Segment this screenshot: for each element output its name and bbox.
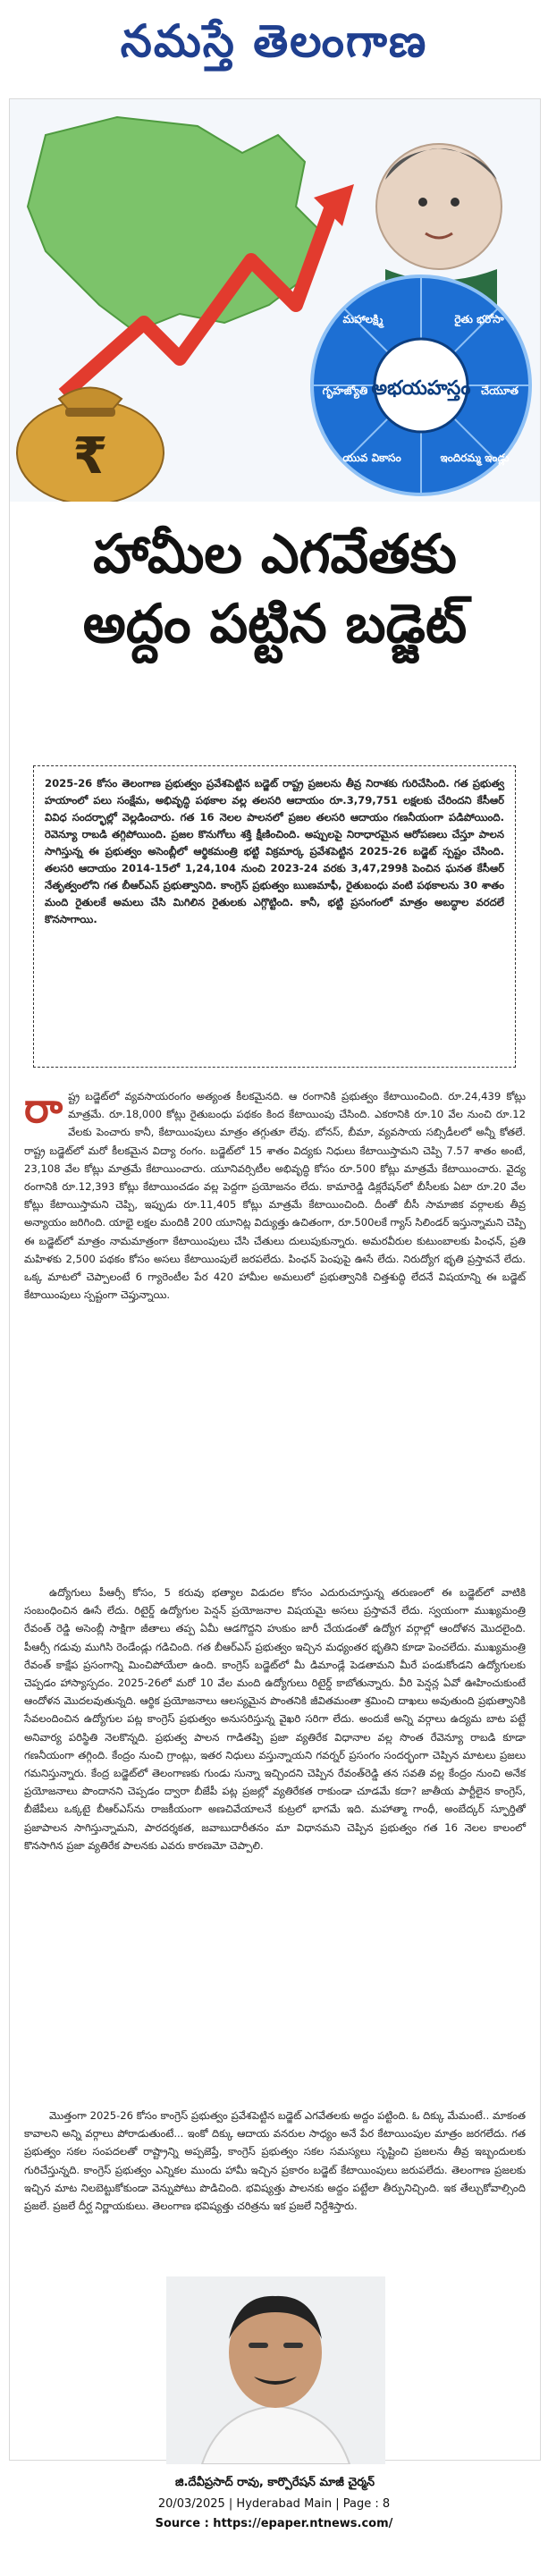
intro-box: 2025-26 కోసం తెలంగాణ ప్రభుత్వం ప్రవేశపెట్టిన బడ్జెట్ రాష్ట్ర ప్రజలను తీవ్ర నిరాశకు గురిచేసింది. గత ప్రభుత్వ హయాంలో పలు సంక్షేమ, అభివృద్ధి పథకాల వల్ల తలసరి ఆదాయం రూ.3,79,751 లక్షలకు చేరిందని కేసీఆర్ వివిధ సందర్భాల్లో వెల్లడించారు. గత 16 నెలల పాలనలో ప్రజల తలసరి ఆదాయం గణనీయంగా పడిపోయింది. రెవెన్యూ రాబడి తగ్గిపోయింది. ప్రజల కొనుగోలు శక్తి క్షీణించింది. అప్పులపై నిరాధారమైన ఆరోపణలు చేస్తూ పాలన సాగిస్తున్న ఈ ప్రభుత్వం అసెంబ్లీలో ఆర్థికమంత్రి భట్టి విక్రమార్క ప్రవేశపెట్టిన 2025-26 బడ్జెట్ స్పష్టం చేసింది. తలసరి ఆదాయం 2014-15లో 1,24,104 నుంచి 2023-24 వరకు 3,47,299కి పెంచిన ఘనత కేసీఆర్ నేతృత్వంలోని గత బీఆర్ఎస్ ప్రభుత్వానిది. కాంగ్రెస్ ప్రభుత్వం ఋణమాఫీ, రైతుబంధు వంటి పథకాలను 30 శాతం మంది రైతులకే అమలు చేసి మిగిలిన రైతులకు ఎగ్గొట్టింది. కానీ, భట్టి ప్రసంగంలో మాత్రం అబద్ధాల వరదలే కొనసాగాయి. <box>33 765 516 1068</box>
author-portrait-icon <box>166 2276 385 2464</box>
body-paragraph-2 <box>24 1584 526 1854</box>
newspaper-logo: నమస్తే తెలంగాణ <box>120 14 428 67</box>
scheme-label-raithu-bharosa: రైతు భరోసా <box>454 313 504 325</box>
article-clipping <box>9 98 541 2489</box>
paragraph-1-text: ష్ట్ర బడ్జెట్‌లో వ్యవసాయరంగం అత్యంత కీలకమైనది. ఆ రంగానికి ప్రభుత్వం కేటాయించింది. రూ.24,439 కోట్లు మాత్రమే. రూ.18,000 కోట్లు రైతుబంధు పథకం కింద కేటాయింపు చేసింది. ఎకరానికి రూ.10 వేల నుంచి రూ.12 వేలకు పెంచారు కానీ, కేటాయింపులు మాత్రం తగ్గుతూ లేవు. బోనస్, బీమా, వ్యవసాయ సబ్సిడీలలో అన్నీ కోతలే. రాష్ట్ర బడ్జెట్‌లో మరో కీలకమైన విద్యా రంగం. బడ్జెట్‌లో 15 శాతం విద్యకు నిధులు కేటాయిస్తామని చెప్పి 7.57 శాతం అంటే, 23,108 వేల కోట్లు మాత్రమే కేటాయించారు. యూనివర్సిటీల అభివృద్ధి కోసం రూ.500 కోట్లు మాత్రమే కేటాయించారు. వైద్య రంగానికి రూ.12,393 కోట్లు కేటాయించడం వల్ల పెద్దగా ప్రయోజనం లేదు. కామారెడ్డి డిక్లరేషన్‌లో బీసీలకు ఏటా రూ.20 వేల కోట్లు కేటాయిస్తామని చెప్పి, ఇప్పుడు రూ.11,405 కోట్లు మాత్రమే కేటాయించింది. దీంతో బీసీ సామాజిక వర్గాలకు తీవ్ర అన్యాయం జరిగింది. యాభై లక్షల మందికి 200 యూనిట్ల విద్యుత్తు ఉచితంగా, రూ.500లకే గ్యాస్ సిలిండర్ ఇస్తున్నామని చెప్పి ఈ బడ్జెట్‌లో మాత్రం నామమాత్రంగా కేటాయింపులు చేసి చేతులు దులుపుకున్నారు. అమరవీరుల కుటుంబాలకు పింఛన్, ప్రతి మహిళకు 2,500 పథకం కోసం అసలు కేటాయింపులే జరపలేదు. పింఛన్ పెంపుపై ఊసే లేదు. నిరుద్యోగ భృతి ప్రస్తావనే లేదు. ఒక్క మాటలో చెప్పాలంటే 6 గ్యారెంటీల పేర 420 హామీల అమలులో ప్రభుత్వానికి చిత్తశుద్ధి లేదనే విషయాన్ని ఈ బడ్జెట్ కేటాయింపులు స్పష్టంగా చెప్తున్నాయి. <box>24 1090 526 1302</box>
body-paragraph-3 <box>24 2107 526 2215</box>
body-paragraph-1 <box>24 1084 526 1304</box>
paragraph-3-text: మొత్తంగా 2025-26 కోసం కాంగ్రెస్ ప్రభుత్వం ప్రవేశపెట్టిన బడ్జెట్ ఎగవేతలకు అద్దం పట్టింది. ఓ దిక్కు మేమంటే.. మాకంత కావాలని అన్ని వర్గాలు పోరాడుతుంటే... ఇంకో దిక్కు ఆదాయ వనరుల సాధ్యం అనే పేర కేటాయింపుల మాత్రం జరగలేదు. గత ప్రభుత్వం సకల సంపదలతో రాష్ట్రాన్ని అప్పజెప్తే, కాంగ్రెస్ ప్రభుత్వం సకల సమస్యలు సృష్టించి ప్రజలను తీవ్ర ఇబ్బందులకు గురిచేస్తున్నది. కాంగ్రెస్ ప్రభుత్వం ఎన్నికల ముందు హామీ ఇచ్చిన ప్రకారం బడ్జెట్ కేటాయింపులు జరుపలేదు. తెలంగాణ ప్రజలకు ఇచ్చిన మాట నిలబెట్టుకోకుండా వెన్నుపోటు పొడిచింది. భవిష్యత్తు పాలనకు అద్దం పట్టేలా తీర్పునిచ్చింది. ఇక తేల్చుకోవాల్సింది ప్రజలే. ప్రజలే దీర్ఘ నిర్ణాయకులు. తెలంగాణ భవిష్యత్తు చరిత్రను ఇక ప్రజలే నిర్దేశిస్తారు. <box>24 2109 527 2213</box>
masthead <box>0 0 548 82</box>
hero-illustration <box>10 99 540 502</box>
paragraph-2-text: ఉద్యోగులు పీఆర్సీ కోసం, 5 కరువు భత్యాల విడుదల కోసం ఎదురుచూస్తున్న తరుణంలో ఈ బడ్జెట్‌లో వాటికి సంబంధించిన ఊసే లేదు. రిటైర్డ్ ఉద్యోగుల పెన్షన్ ప్రయోజనాల విషయమై అసలు ప్రస్తావనే లేదు. స్వయంగా ముఖ్యమంత్రి రేవంత్ రెడ్డి అసెంబ్లీ సాక్షిగా జీతాలు తప్ప ఏమీ ఆడగొద్దని హుకుం జారీ చేయడంతో ఉద్యోగ వర్గాల్లో ఆందోళన మొదలైంది. పీఆర్సీ గడువు ముగిసి రెండేండ్లు గడిచింది. గత బీఆర్ఎస్ ప్రభుత్వం ఇచ్చిన మధ్యంతర భృతిని కూడా పెంచలేదు. ముఖ్యమంత్రి రేవంత్ కాక్షేప ప్రసంగాన్ని మించిపోయేలా ఉంది. కాంగ్రెస్ బడ్జెట్‌లో మీ డిమాండ్లే పెడతామని మీరే పండుకోండని ఉద్యోగులకు చెప్పడం హాస్యాస్పదం. 2025-26లో మరో 10 వేల మంది ఉద్యోగులు రిటైర్డ్ కాబోతున్నారు. వీరి పెన్షన్ల ఏవో ఊహించుకుంటే ఆందోళన మొదలవుతున్నది. ఆర్థిక ప్రయోజనాలు ఆలస్యమైన పొంతనికి జీవితమంతా శ్రమించి దాఖలు అవుతుంది ప్రభుత్వానికి సేవలందించిన ఉద్యోగుల పట్ల కాంగ్రెస్ ప్రభుత్వం అనుసరిస్తున్న వైఖరి సరిగా లేదు. అందుకే అన్ని వర్గాలు ఉద్యమ బాట పట్టే అనివార్య పరిస్థితి నెలకొన్నది. ప్రభుత్వ పాలన గాడితప్పి ప్రజా వ్యతిరేక విధానాల వల్ల సొంత రేవెన్యూ రాబడి కూడా గణనీయంగా తగ్గింది. కేంద్రం నుంచి గ్రాంట్లు, ఇతర నిధులు వస్తున్నాయని గవర్నర్ ప్రసంగం సందర్భంగా చెప్పిన మాటలు ప్రజలు గమనిస్తున్నారు. కేంద్ర బడ్జెట్‌లో తెలంగాణకు గుండు సున్నా ఇచ్చిందని చెప్పిన రేవంత్‌రెడ్డి తన సవతి వల్ల కేంద్రం నుంచి అనేక ప్రయోజనాలు పొందానని చెప్పడం ద్వారా బీజేపీ పట్ల ప్రజల్లో వ్యతిరేకత రాకుండా చూడమే కదా? జాతీయ పార్టీలైన కాంగ్రెస్, బీజేపీలు ఒక్కటై బీఆర్ఎస్‌ను రాజకీయంగా అణచివేయాలనే కుట్రలో భాగమే ఇది. మహాత్మా గాంధీ, అంబేద్కర్ స్ఫూర్తితో ప్రజాపాలన సాగిస్తున్నామని, పారదర్శకత, జవాబుదారీతనం మా విధానమని చెప్పిన ప్రభుత్వం గత 16 నెలల కాలంలో కొనసాగిన ప్రజా వ్యతిరేక పాలనకు ఎవరు కారణమో చెప్పాలి. <box>24 1586 526 1852</box>
money-bag-icon <box>17 388 164 503</box>
scheme-title: అభయహస్తం <box>371 377 471 400</box>
edition-info: 20/03/2025 | Hyderabad Main | Page : 8 <box>157 2497 391 2511</box>
dropcap: రా <box>24 1084 63 1132</box>
scheme-label-mahalakshmi: మహాలక్ష్మి <box>342 313 384 325</box>
telangana-map-icon <box>28 117 323 332</box>
source-link[interactable]: Source : https://epaper.ntnews.com/ <box>155 2517 393 2530</box>
headline-line-2: అద్దం పట్టిన బడ్జెట్ <box>82 593 468 655</box>
author-byline: జి.దేవీప్రసాద్ రావు, కార్పొరేషన్ మాజీ చైర్మన్ <box>174 2476 375 2489</box>
page-footer <box>0 2495 548 2534</box>
rupee-symbol: ₹ <box>72 427 108 486</box>
scheme-label-cheyutha: చేయూత <box>481 384 518 397</box>
author-photo <box>166 2276 385 2464</box>
scheme-label-yuva-vikasam: యువ వికాసం <box>342 452 401 464</box>
headline-line-1: హామీల ఎగవేతకు <box>93 523 457 586</box>
article-headline <box>10 519 540 659</box>
scheme-label-gruhajyothi: గృహజ్యోతి <box>322 384 368 397</box>
scheme-label-indiramma-indlu: ఇందిరమ్మ ఇండ్లు <box>440 452 510 464</box>
hero-artwork <box>10 99 540 502</box>
